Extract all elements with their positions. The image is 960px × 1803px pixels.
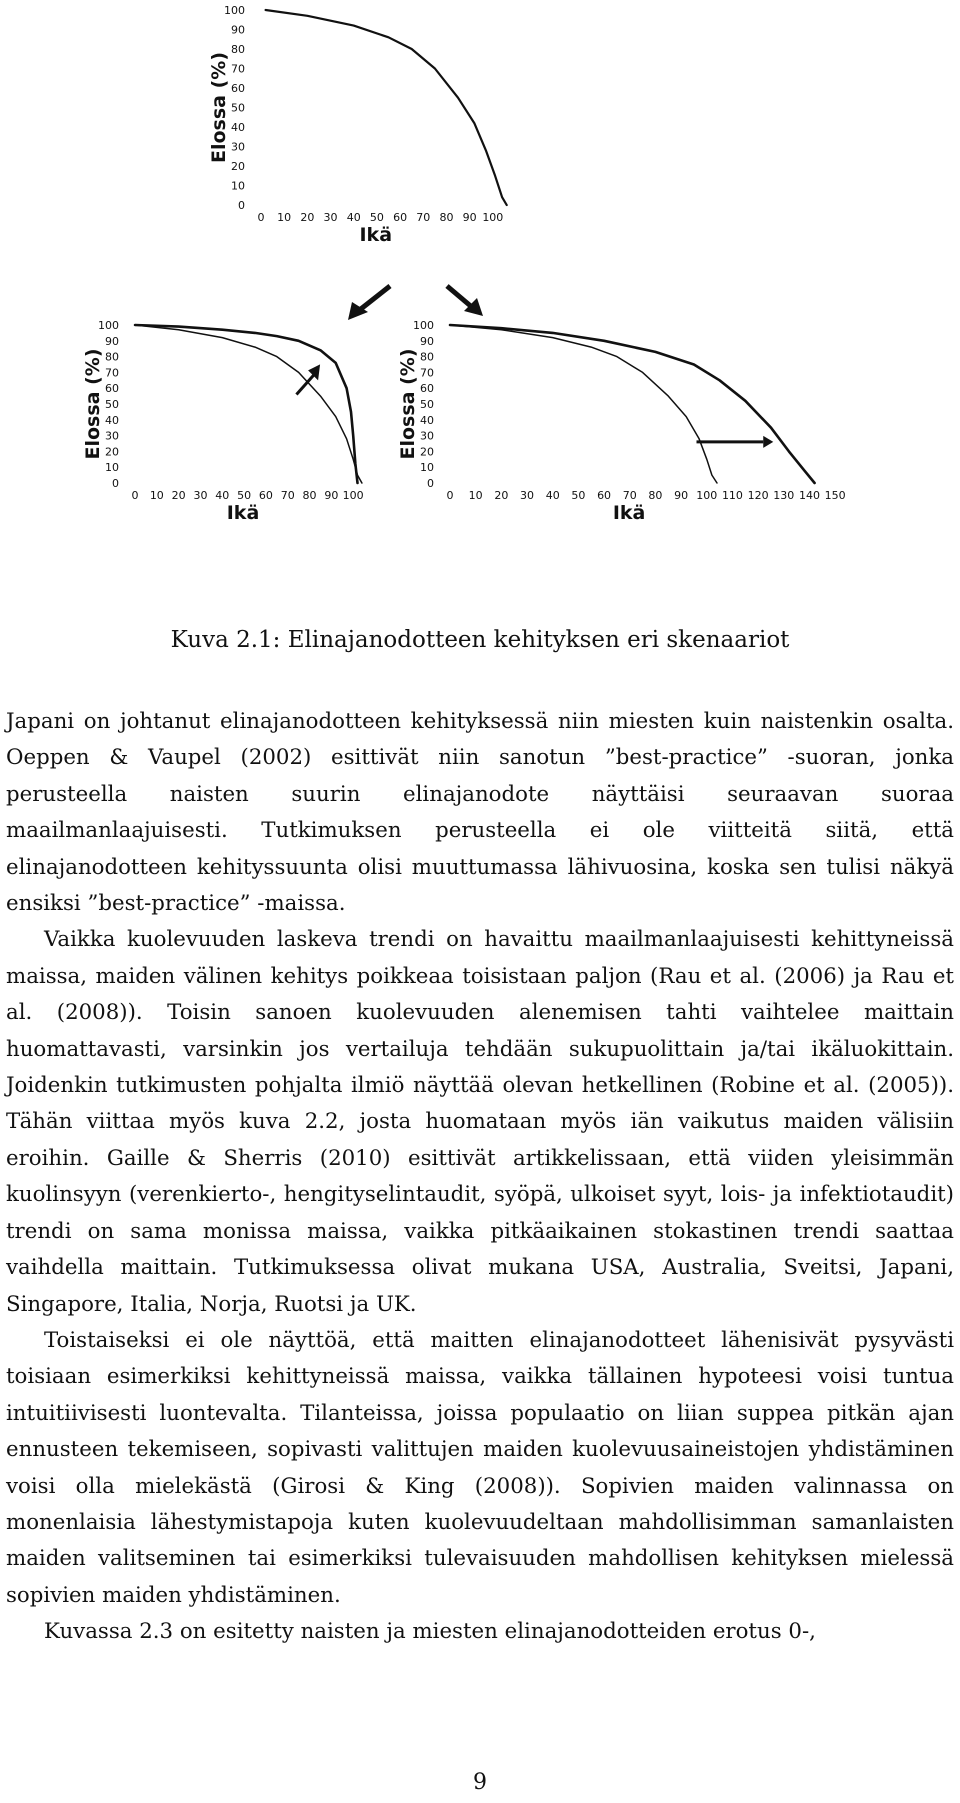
y-tick-label: 20 bbox=[105, 445, 119, 459]
x-axis-label: Ikä bbox=[612, 502, 646, 524]
x-tick-label: 10 bbox=[149, 489, 164, 502]
y-tick-label: 10 bbox=[420, 461, 434, 475]
y-tick-label: 40 bbox=[105, 413, 119, 427]
x-tick-label: 30 bbox=[520, 489, 535, 502]
x-tick-label: 20 bbox=[171, 489, 186, 502]
y-tick-label: 70 bbox=[420, 366, 434, 380]
annotation-arrow-icon bbox=[697, 436, 774, 448]
paragraph: Kuvassa 2.3 on esitetty naisten ja miesten elinajanodotteiden erotus 0-, bbox=[44, 1619, 816, 1645]
figure-caption: Kuva 2.1: Elinajanodotteen kehityksen eri skenaariot bbox=[170, 627, 790, 653]
x-tick-label: 70 bbox=[280, 489, 295, 502]
x-tick-label: 90 bbox=[462, 211, 477, 224]
x-tick-label: 20 bbox=[300, 211, 315, 224]
x-tick-label: 100 bbox=[696, 489, 718, 502]
x-tick-label: 10 bbox=[277, 211, 292, 224]
x-tick-label: 60 bbox=[597, 489, 612, 502]
annotation-arrow-icon bbox=[296, 364, 320, 394]
x-tick-label: 40 bbox=[346, 211, 361, 224]
y-tick-label: 50 bbox=[420, 398, 434, 411]
x-tick-label: 70 bbox=[622, 489, 637, 502]
arrow-shaft bbox=[296, 372, 316, 394]
survival-curve-2 bbox=[135, 325, 358, 483]
y-tick-label: 100 bbox=[413, 319, 434, 332]
y-tick-label: 30 bbox=[420, 429, 434, 443]
y-tick-label: 60 bbox=[105, 382, 119, 396]
y-tick-label: 30 bbox=[105, 429, 119, 443]
y-tick-label: 100 bbox=[98, 319, 119, 332]
survival-curve-1 bbox=[450, 325, 717, 483]
y-tick-label: 90 bbox=[420, 334, 434, 348]
y-tick-label: 20 bbox=[231, 160, 245, 173]
y-tick-label: 50 bbox=[105, 398, 119, 411]
x-tick-label: 30 bbox=[193, 489, 208, 502]
y-tick-label: 70 bbox=[231, 62, 245, 76]
y-tick-label: 30 bbox=[231, 140, 245, 154]
chart-top bbox=[208, 0, 545, 285]
x-tick-label: 90 bbox=[674, 489, 689, 502]
chart-bottom-left bbox=[82, 315, 405, 595]
x-axis-label: Ikä bbox=[359, 224, 393, 246]
x-tick-label: 0 bbox=[131, 489, 139, 502]
x-tick-label: 30 bbox=[323, 211, 338, 224]
x-tick-label: 80 bbox=[302, 489, 317, 502]
x-tick-label: 110 bbox=[721, 489, 743, 502]
y-tick-label: 20 bbox=[420, 445, 434, 459]
y-tick-label: 40 bbox=[420, 413, 434, 427]
x-tick-label: 70 bbox=[416, 211, 431, 224]
x-tick-label: 100 bbox=[342, 489, 364, 502]
y-axis-label: Elossa (%) bbox=[208, 51, 230, 164]
page-number: 9 bbox=[473, 1770, 487, 1795]
chart-top-svg bbox=[208, 0, 545, 285]
x-tick-label: 20 bbox=[494, 489, 509, 502]
x-tick-label: 60 bbox=[258, 489, 273, 502]
x-tick-label: 60 bbox=[393, 211, 408, 224]
y-tick-label: 10 bbox=[231, 179, 245, 193]
x-tick-label: 50 bbox=[369, 211, 384, 224]
y-tick-label: 50 bbox=[231, 101, 245, 115]
y-tick-label: 0 bbox=[238, 199, 245, 212]
x-tick-label: 50 bbox=[571, 489, 586, 502]
x-tick-label: 90 bbox=[324, 489, 339, 502]
arrow-head bbox=[763, 436, 773, 448]
survival-curve-1 bbox=[266, 10, 507, 205]
y-tick-label: 90 bbox=[105, 334, 119, 348]
body-text bbox=[6, 704, 954, 1651]
x-tick-label: 120 bbox=[747, 489, 769, 502]
paragraph: Japani on johtanut elinajanodotteen kehityksessä niin miesten kuin naistenkin osalta. Oeppen & Vaupel (2002) esittivät niin sanotun ”best-practice” -suoran, jonka perusteella naisten suurin elinajanodote näyttäisi seuraavan suoraa maailmanlaajuisesti. Tutkimuksen perusteella ei ole viitteitä siitä, että elinajanodotteen kehityssuunta olisi muuttumassa lähivuosina, koska sen tulisi näkyä ensiksi ”best-practice” -maissa. bbox=[6, 709, 954, 917]
x-tick-label: 50 bbox=[237, 489, 252, 502]
chart-bottom-right bbox=[397, 315, 865, 600]
y-tick-label: 0 bbox=[112, 477, 119, 490]
arrow-right-icon bbox=[447, 286, 483, 316]
x-tick-label: 0 bbox=[257, 211, 265, 224]
y-axis-label: Elossa (%) bbox=[82, 348, 104, 460]
chart-bottom-left-svg bbox=[82, 315, 405, 595]
chart-bottom-right-svg bbox=[397, 315, 865, 600]
y-tick-label: 0 bbox=[427, 477, 434, 490]
y-tick-label: 40 bbox=[231, 121, 245, 134]
survival-curve-2 bbox=[450, 325, 815, 483]
x-tick-label: 80 bbox=[439, 211, 454, 224]
x-tick-label: 150 bbox=[824, 489, 846, 502]
x-tick-label: 40 bbox=[215, 489, 230, 502]
y-tick-label: 10 bbox=[105, 461, 119, 475]
x-tick-label: 40 bbox=[545, 489, 560, 502]
y-tick-label: 70 bbox=[105, 366, 119, 380]
paragraph: Toistaiseksi ei ole näyttöä, että maitten elinajanodotteet lähenisivät pysyvästi toisiaan esimerkiksi kehittyneissä maissa, vaikka tällainen hypoteesi voisi tuntua intuitiivisesti luontevalta. Tilanteissa, joissa populaatio on liian suppea pitkän ajan ennusteen tekemiseen, sopivasti valittujen maiden kuolevuusaineistojen yhdistäminen voisi olla mielekästä (Girosi & King (2008)). Sopivien maiden valinnassa on monenlaisia lähestymistapoja kuten kuolevuudeltaan mahdollisimman samanlaisten maiden valitseminen tai esimerkiksi tulevaisuuden mahdollisen kehityksen mielessä sopivien maiden yhdistäminen. bbox=[6, 1327, 954, 1608]
y-axis-label: Elossa (%) bbox=[397, 348, 419, 460]
y-tick-label: 80 bbox=[231, 43, 245, 56]
x-axis-label: Ikä bbox=[226, 502, 260, 524]
x-tick-label: 130 bbox=[773, 489, 795, 502]
y-tick-label: 80 bbox=[105, 350, 119, 364]
survival-curve-1 bbox=[135, 325, 362, 483]
x-tick-label: 80 bbox=[648, 489, 663, 502]
x-tick-label: 10 bbox=[468, 489, 483, 502]
y-tick-label: 60 bbox=[231, 82, 245, 95]
x-tick-label: 0 bbox=[446, 489, 454, 502]
x-tick-label: 100 bbox=[482, 211, 504, 224]
y-tick-label: 100 bbox=[224, 4, 245, 17]
paragraph: Vaikka kuolevuuden laskeva trendi on havaittu maailmanlaajuisesti kehittyneissä maissa, maiden välinen kehitys poikkeaa toisistaan paljon (Rau et al. (2006) ja Rau et al. (2008)). Toisin sanoen kuolevuuden alenemisen tahti vaihtelee maittain huomattavasti, varsinkin jos vertailuja tehdään sukupuolittain ja/tai ikäluokittain. Joidenkin tutkimusten pohjalta ilmiö näyttää olevan hetkellinen (Robine et al. (2005)). Tähän viittaa myös kuva 2.2, josta huomataan myös iän vaikutus maiden välisiin eroihin. Gaille & Sherris (2010) esittivät artikkelissaan, että viiden yleisimmän kuolinsyyn (verenkierto-, hengityselintaudit, syöpä, ulkoiset syyt, lois- ja infektiotaudit) trendi on sama monissa maissa, vaikka pitkäaikainen stokastinen trendi saattaa vaihdella maittain. Tutkimuksessa olivat mukana USA, Australia, Sveitsi, Japani, Singapore, Italia, Norja, Ruotsi ja UK. bbox=[6, 927, 954, 1317]
y-tick-label: 90 bbox=[231, 23, 245, 37]
x-tick-label: 140 bbox=[798, 489, 820, 502]
y-tick-label: 60 bbox=[420, 382, 434, 396]
y-tick-label: 80 bbox=[420, 350, 434, 364]
